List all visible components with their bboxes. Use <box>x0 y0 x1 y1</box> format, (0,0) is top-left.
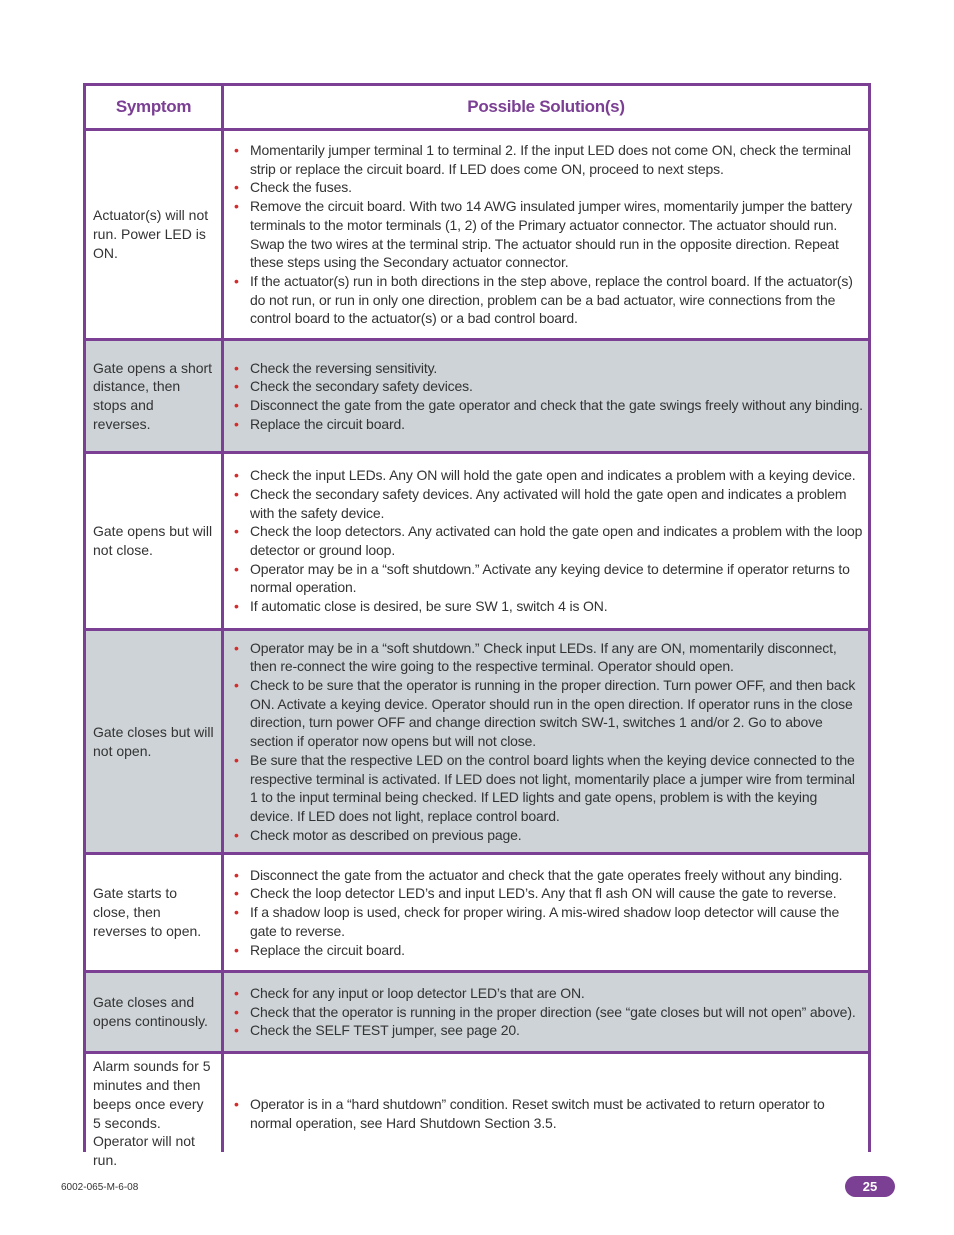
solution-item: • Disconnect the gate from the actuator and check that the gate operates freely without any binding. <box>232 866 864 885</box>
solutions-cell <box>224 341 868 451</box>
symptom-cell: Gate closes but will not open. <box>86 631 221 852</box>
solution-item: • Operator is in a “hard shutdown” condition. Reset switch must be activated to return operator to normal operation, see Hard Shutdown Section 3.5. <box>232 1095 864 1132</box>
solution-item: • Replace the circuit board. <box>232 941 864 960</box>
symptom-cell: Gate opens but will not close. <box>86 454 221 628</box>
solution-item: • Check that the operator is running in the proper direction (see “gate closes but will not open” above). <box>232 1003 864 1022</box>
symptom-cell: Alarm sounds for 5 minutes and then beeps once every 5 seconds. Operator will not run. <box>86 1054 221 1173</box>
solution-item: • Disconnect the gate from the gate operator and check that the gate swings freely without any binding. <box>232 396 864 415</box>
solution-item: • If automatic close is desired, be sure SW 1, switch 4 is ON. <box>232 597 864 616</box>
document-code: 6002-065-M-6-08 <box>61 1182 139 1193</box>
solutions-cell <box>224 454 868 628</box>
solution-item: • If the actuator(s) run in both directions in the step above, replace the control board. If the actuator(s) do not run, or run in only one direction, problem can be a bad actuator, wire connections from the control board to the actuator(s) or a bad control board. <box>232 272 864 328</box>
solution-item: • Operator may be in a “soft shutdown.” Activate any keying device to determine if operator returns to normal operation. <box>232 560 864 597</box>
solution-item: • Check for any input or loop detector LED’s that are ON. <box>232 984 864 1003</box>
solution-item: • Check the secondary safety devices. <box>232 377 864 396</box>
symptom-cell: Gate closes and opens continously. <box>86 973 221 1051</box>
symptom-cell: Actuator(s) will not run. Power LED is ON. <box>86 131 221 338</box>
solution-item: • Check the secondary safety devices. Any activated will hold the gate open and indicates a problem with the safety device. <box>232 485 864 522</box>
solution-item: • Be sure that the respective LED on the control board lights when the keying device connected to the respective terminal is activated. If LED does not light, momentarily place a jumper wire from terminal 1 to the input terminal being checked. If LED lights and gate opens, problem is with the keying device. If LED does not light, replace control board. <box>232 751 864 826</box>
symptom-cell: Gate opens a short distance, then stops and reverses. <box>86 341 221 451</box>
solution-item: • Operator may be in a “soft shutdown.” Check input LEDs. If any are ON, momentarily disconnect, then re-connect the wire going to the respective terminal. Operator should open. <box>232 639 864 676</box>
solution-item: • Replace the circuit board. <box>232 415 864 434</box>
solution-item: • Check to be sure that the operator is running in the proper direction. Turn power OFF, and then back ON. Activate a keying device. Operator should run in the open direction. If operator runs in the close direction, turn power OFF and change direction switch SW-1, switches 1 and/or 2. Go to above section if operator now opens but will not close. <box>232 676 864 751</box>
solution-item: • Remove the circuit board. With two 14 AWG insulated jumper wires, momentarily jumper the battery terminals to the motor terminals (1, 2) of the Primary actuator connector. The actuator should run. Swap the two wires at the terminal strip. The actuator should run in the opposite direction. Repeat these steps using the Secondary actuator connector. <box>232 197 864 272</box>
solutions-cell <box>224 631 868 852</box>
solution-item: • Check the loop detector LED’s and input LED’s. Any that fl ash ON will cause the gate to reverse. <box>232 884 864 903</box>
symptom-cell: Gate starts to close, then reverses to open. <box>86 855 221 970</box>
solutions-cell <box>224 1054 868 1173</box>
solution-item: • Check the input LEDs. Any ON will hold the gate open and indicates a problem with a keying device. <box>232 466 864 485</box>
solutions-cell <box>224 131 868 338</box>
solution-item: • Check the SELF TEST jumper, see page 20. <box>232 1021 864 1040</box>
solutions-cell <box>224 855 868 970</box>
page-number-badge: 25 <box>845 1176 895 1197</box>
solution-item: • Check motor as described on previous page. <box>232 826 864 845</box>
solution-item: • Momentarily jumper terminal 1 to terminal 2. If the input LED does not come ON, check the terminal strip or replace the circuit board. If LED does come ON, proceed to next steps. <box>232 141 864 178</box>
solution-item: • Check the fuses. <box>232 178 864 197</box>
troubleshooting-table <box>83 83 871 1168</box>
solution-item: • If a shadow loop is used, check for proper wiring. A mis-wired shadow loop detector will cause the gate to reverse. <box>232 903 864 940</box>
solution-item: • Check the reversing sensitivity. <box>232 359 864 378</box>
solutions-column-header: Possible Solution(s) <box>224 86 868 128</box>
symptom-column-header: Symptom <box>86 86 221 128</box>
solution-item: • Check the loop detectors. Any activated can hold the gate open and indicates a problem with the loop detector or ground loop. <box>232 522 864 559</box>
solutions-cell <box>224 973 868 1051</box>
